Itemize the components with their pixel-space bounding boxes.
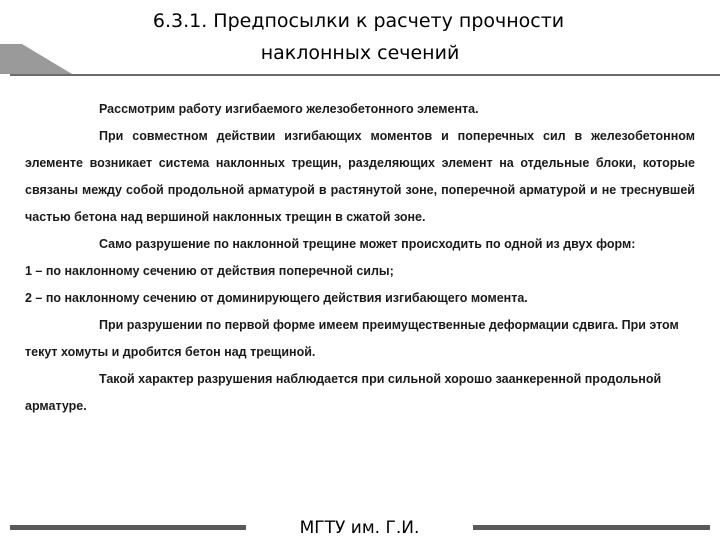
footer-text: МГТУ им. Г.И.: [299, 518, 420, 538]
paragraph-character: Такой характер разрушения наблюдается при сильной хорошо заанкеренной продольной арматуре.: [25, 372, 662, 413]
paragraph-failure-forms: Само разрушение по наклонной трещине может происходить по одной из двух форм:: [99, 237, 636, 251]
footer-divider-right: [473, 525, 710, 530]
slide-title-line-2: наклонных сечений: [260, 42, 460, 64]
corner-decoration-icon: [0, 40, 80, 76]
slide-title-line-1: 6.3.1. Предпосылки к расчету прочности: [152, 10, 565, 32]
header-divider: [10, 74, 720, 76]
list-item-form-2: 2 – по наклонному сечению от доминирующего действия изгибающего момента.: [25, 291, 528, 305]
paragraph-intro: Рассмотрим работу изгибаемого железобетонного элемента.: [99, 102, 479, 116]
footer-divider-left: [10, 525, 246, 530]
list-item-form-1: 1 – по наклонному сечению от действия поперечной силы;: [25, 264, 394, 278]
paragraph-cracks: При совместном действии изгибающих моментов и поперечных сил в железобетонном элементе возникает система наклонных трещин, разделяющих элемент на отдельные блоки, которые связаны между собой продольной арматурой в растянутой зоне, поперечной арматурой и не треснувшей частью бетона над вершиной наклонных трещин в сжатой зоне.: [25, 129, 695, 224]
paragraph-first-form: При разрушении по первой форме имеем преимущественные деформации сдвига. При этом текут хомуты и дробится бетон над трещиной.: [25, 318, 679, 359]
slide-body: [25, 96, 695, 420]
